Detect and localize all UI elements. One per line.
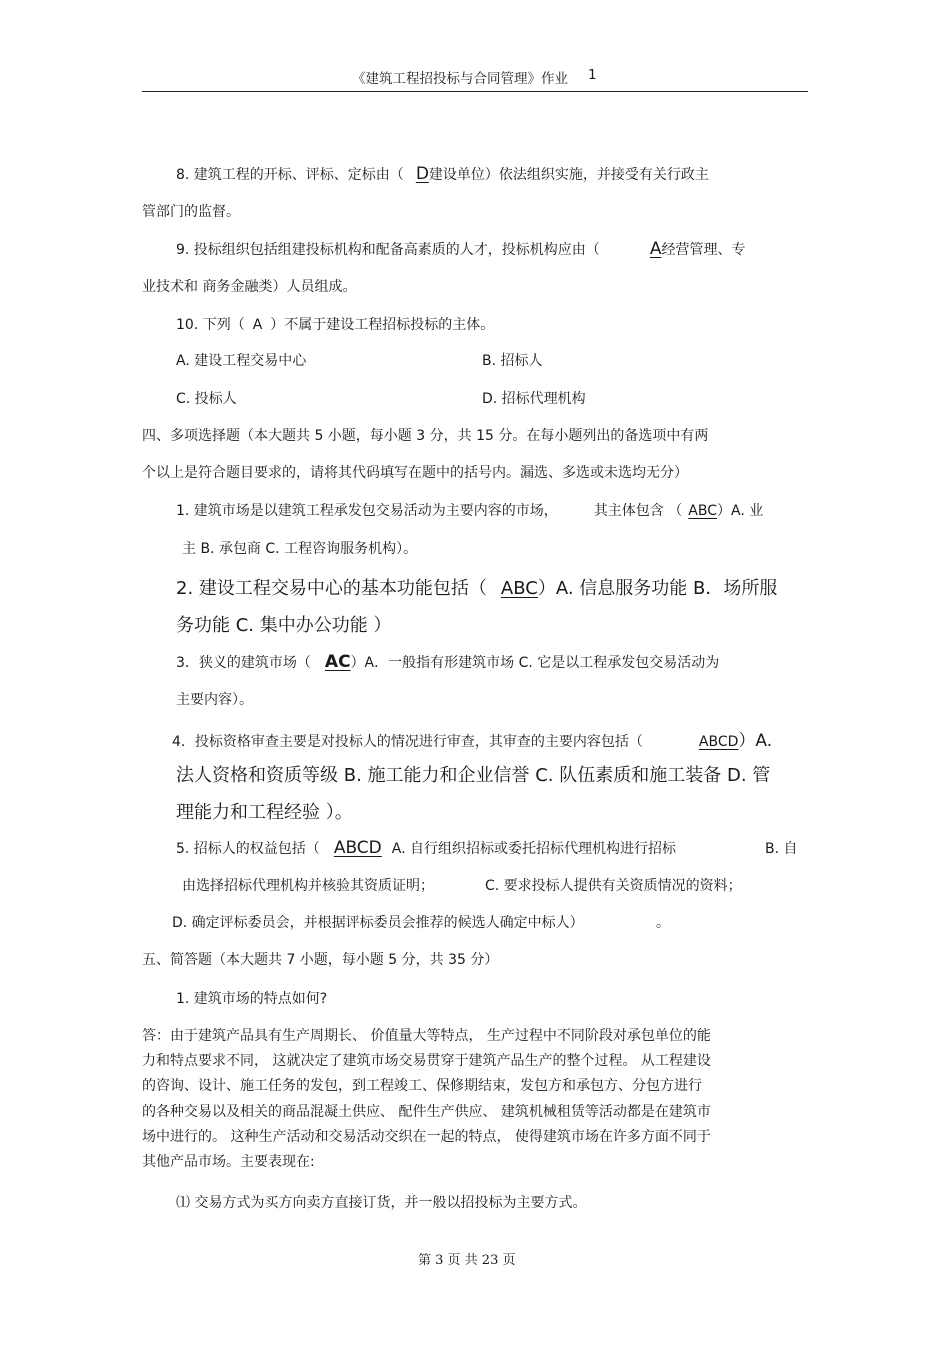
header-number: 1: [588, 67, 597, 83]
q10-line: [176, 314, 494, 334]
m4-answer: ABCD: [698, 734, 739, 750]
s1-answer-line: 其他产品市场。主要表现在:: [142, 1154, 315, 1170]
m4-prefix: 4．投标资格审查主要是对投标人的情况进行审查，其审查的主要内容包括（: [172, 734, 643, 750]
m1-mid: 其主体包含 （: [593, 503, 683, 519]
s1-answer-line: 场中进行的。 这种生产活动和交易活动交织在一起的特点， 使得建筑市场在许多方面不同于: [142, 1129, 711, 1145]
m2-line1: [176, 574, 777, 600]
m3-answer: AC: [324, 652, 351, 672]
m5-prefix: 5. 招标人的权益包括（: [176, 841, 320, 857]
q10-option-c: C. 投标人: [176, 391, 237, 407]
s1-answer-line: 力和特点要求不同， 这就决定了建筑市场交易贯穿于建筑产品生产的整个过程。 从工程建设: [142, 1053, 711, 1069]
m5-suffix: A. 自行组织招标或委托招标代理机构进行招标: [391, 841, 677, 857]
s1-answer-line: 答：由于建筑产品具有生产周期长、 价值量大等特点， 生产过程中不同阶段对承包单位的能: [142, 1028, 711, 1044]
m5-line2b: C. 要求投标人提供有关资质情况的资料；: [485, 878, 742, 894]
page-footer: 第 3 页 共 23 页: [418, 1253, 516, 1268]
q9-suffix: 经营管理、专: [661, 242, 746, 258]
m5-line3-end: 。: [656, 915, 670, 931]
m3-line1: [176, 652, 719, 672]
m4-line2: 法人资格和资质等级 B. 施工能力和企业信誉 C. 队伍素质和施工装备 D. 管: [176, 765, 771, 786]
s1-answer-line: 的咨询、设计、施工任务的发包，到工程竣工、保修期结束，发包方和承包方、分包方进行: [142, 1078, 702, 1094]
m1-line1: [176, 500, 763, 520]
q9-prefix: 9. 投标组织包括组建投标机构和配备高素质的人才，投标机构应由（: [176, 242, 600, 258]
m4-line1: [172, 726, 772, 751]
q10-prefix: 10. 下列（: [176, 317, 245, 333]
m5-answer: ABCD: [333, 838, 382, 858]
m1-line2: 主 B. 承包商 C. 工程咨询服务机构）。: [182, 541, 418, 557]
s1-point1: ⑴ 交易方式为买方向卖方直接订货，并一般以招投标为主要方式。: [176, 1195, 587, 1211]
q8-prefix: 8. 建筑工程的开标、评标、定标由（: [176, 167, 404, 183]
header-rule: [142, 91, 808, 92]
m4-line3: 理能力和工程经验 ）。: [176, 802, 353, 823]
q10-suffix: ）不属于建设工程招标投标的主体。: [270, 317, 495, 333]
q8-answer: D: [415, 164, 429, 184]
q10-option-b: B. 招标人: [482, 353, 543, 369]
m2-prefix: 2. 建设工程交易中心的基本功能包括（: [176, 578, 487, 599]
q9-line2: 业技术和 商务金融类）人员组成。: [142, 279, 357, 295]
q10-option-d: D. 招标代理机构: [482, 391, 586, 407]
q9-answer: A: [649, 239, 662, 259]
m5-suffix2: B. 自: [765, 841, 798, 857]
m1-prefix: 1. 建筑市场是以建筑工程承发包交易活动为主要内容的市场，: [176, 503, 558, 519]
q8-line1: [176, 164, 709, 184]
q8-line2: 管部门的监督。: [142, 204, 240, 220]
header-title: 《建筑工程招投标与合同管理》作业: [352, 71, 568, 87]
section4-line1: 四、多项选择题（本大题共 5 小题，每小题 3 分，共 15 分。在每小题列出的备选项中有两: [142, 428, 709, 444]
q10-option-a: A. 建设工程交易中心: [176, 353, 307, 369]
m5-line3: D. 确定评标委员会，并根据评标委员会推荐的候选人确定中标人）: [172, 915, 584, 931]
q8-suffix: 建设单位）依法组织实施，并接受有关行政主: [428, 167, 709, 183]
m5-line2a: 由选择招标代理机构并核验其资质证明；: [182, 878, 434, 894]
m1-suffix: ）A. 业: [716, 503, 764, 519]
m1-answer: ABC: [688, 503, 717, 519]
m2-suffix: ）A. 信息服务功能 B．场所服: [537, 578, 778, 599]
section4-line2: 个以上是符合题目要求的，请将其代码填写在题中的括号内。漏选、多选或未选均无分）: [142, 465, 688, 481]
s1-question: 1. 建筑市场的特点如何?: [176, 991, 328, 1007]
m5-line1: [176, 838, 676, 858]
m4-suffix: ）A.: [738, 731, 773, 751]
m2-line2: 务功能 C. 集中办公功能 ）: [176, 615, 392, 636]
m2-answer: ABC: [500, 578, 538, 599]
section5-line1: 五、简答题（本大题共 7 小题，每小题 5 分，共 35 分）: [142, 952, 499, 968]
q10-answer: A: [252, 317, 263, 333]
m3-suffix: ）A．一般指有形建筑市场 C. 它是以工程承发包交易活动为: [350, 655, 720, 671]
q9-line1: [176, 239, 745, 259]
m3-prefix: 3．狭义的建筑市场（: [176, 655, 311, 671]
m3-line2: 主要内容）。: [176, 692, 253, 708]
s1-answer-line: 的各种交易以及相关的商品混凝土供应、 配件生产供应、 建筑机械租赁等活动都是在建筑市: [142, 1104, 711, 1120]
